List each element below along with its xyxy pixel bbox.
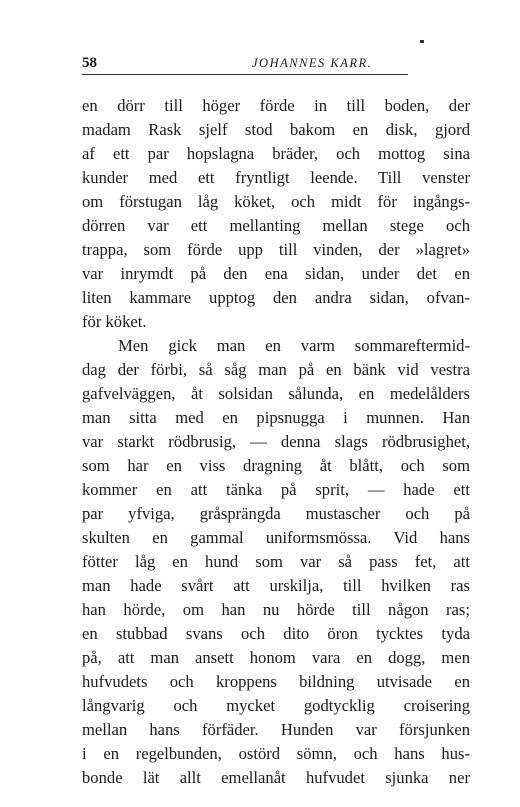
text-line: fötter låg en hund som var så pass fet, att xyxy=(82,552,470,571)
text-line: af ett par hopslagna bräder, och mottog sina xyxy=(82,144,470,163)
text-line: man sitta med en pipsnugga i munnen. Han xyxy=(82,408,470,427)
text-line: en dörr till höger förde in till boden, der xyxy=(82,96,470,115)
body-text xyxy=(82,94,470,790)
text-line: Men gick man en varm sommareftermid- xyxy=(118,336,470,355)
text-line: madam Rask sjelf stod bakom en disk, gjord xyxy=(82,120,470,139)
text-line: han hörde, om han nu hörde till någon ras; xyxy=(82,600,470,619)
text-line: trappa, som förde upp till vinden, der »lagret» xyxy=(82,240,470,259)
text-line: liten kammare upptog den andra sidan, ofvan- xyxy=(82,288,470,307)
text-line: i en regelbunden, ostörd sömn, och hans hus- xyxy=(82,744,470,763)
text-line: par yfviga, gråsprängda mustascher och på xyxy=(82,504,470,523)
text-line: på, att man ansett honom vara en dogg, men xyxy=(82,648,470,667)
text-line: mellan hans förfäder. Hunden var försjunken xyxy=(82,720,470,739)
text-line: för köket. xyxy=(82,312,147,331)
text-line: långvarig och mycket godtycklig croisering xyxy=(82,696,470,715)
text-line: man hade svårt att urskilja, till hvilken ras xyxy=(82,576,470,595)
text-line: kommer en att tänka på sprit, — hade ett xyxy=(82,480,470,499)
text-line: gafvelväggen, åt solsidan sålunda, en medelålders xyxy=(82,384,470,403)
page-number: 58 xyxy=(82,55,97,71)
text-line: skulten en gammal uniformsmössa. Vid hans xyxy=(82,528,470,547)
text-line: var inrymdt på den ena sidan, under det en xyxy=(82,264,470,283)
text-line: kunder med ett fryntligt leende. Till venster xyxy=(82,168,470,187)
text-line: var starkt rödbrusig, — denna slags rödbrusighet, xyxy=(82,432,470,451)
page-header xyxy=(82,52,408,72)
text-line: en stubbad svans och dito öron tycktes tyda xyxy=(82,624,470,643)
text-line: om förstugan låg köket, och midt för ingångs- xyxy=(82,192,470,211)
ink-speck xyxy=(420,40,424,43)
text-line: bonde lät allt emellanåt hufvudet sjunka ner xyxy=(82,768,470,787)
text-line: hufvudets och kroppens bildning utvisade en xyxy=(82,672,470,691)
text-line: som har en viss dragning åt blått, och som xyxy=(82,456,470,475)
text-line: dag der förbi, så såg man på en bänk vid vestra xyxy=(82,360,470,379)
header-rule xyxy=(82,74,408,75)
running-title: JOHANNES KARR. xyxy=(252,56,373,70)
text-line: dörren var ett mellanting mellan stege och xyxy=(82,216,470,235)
